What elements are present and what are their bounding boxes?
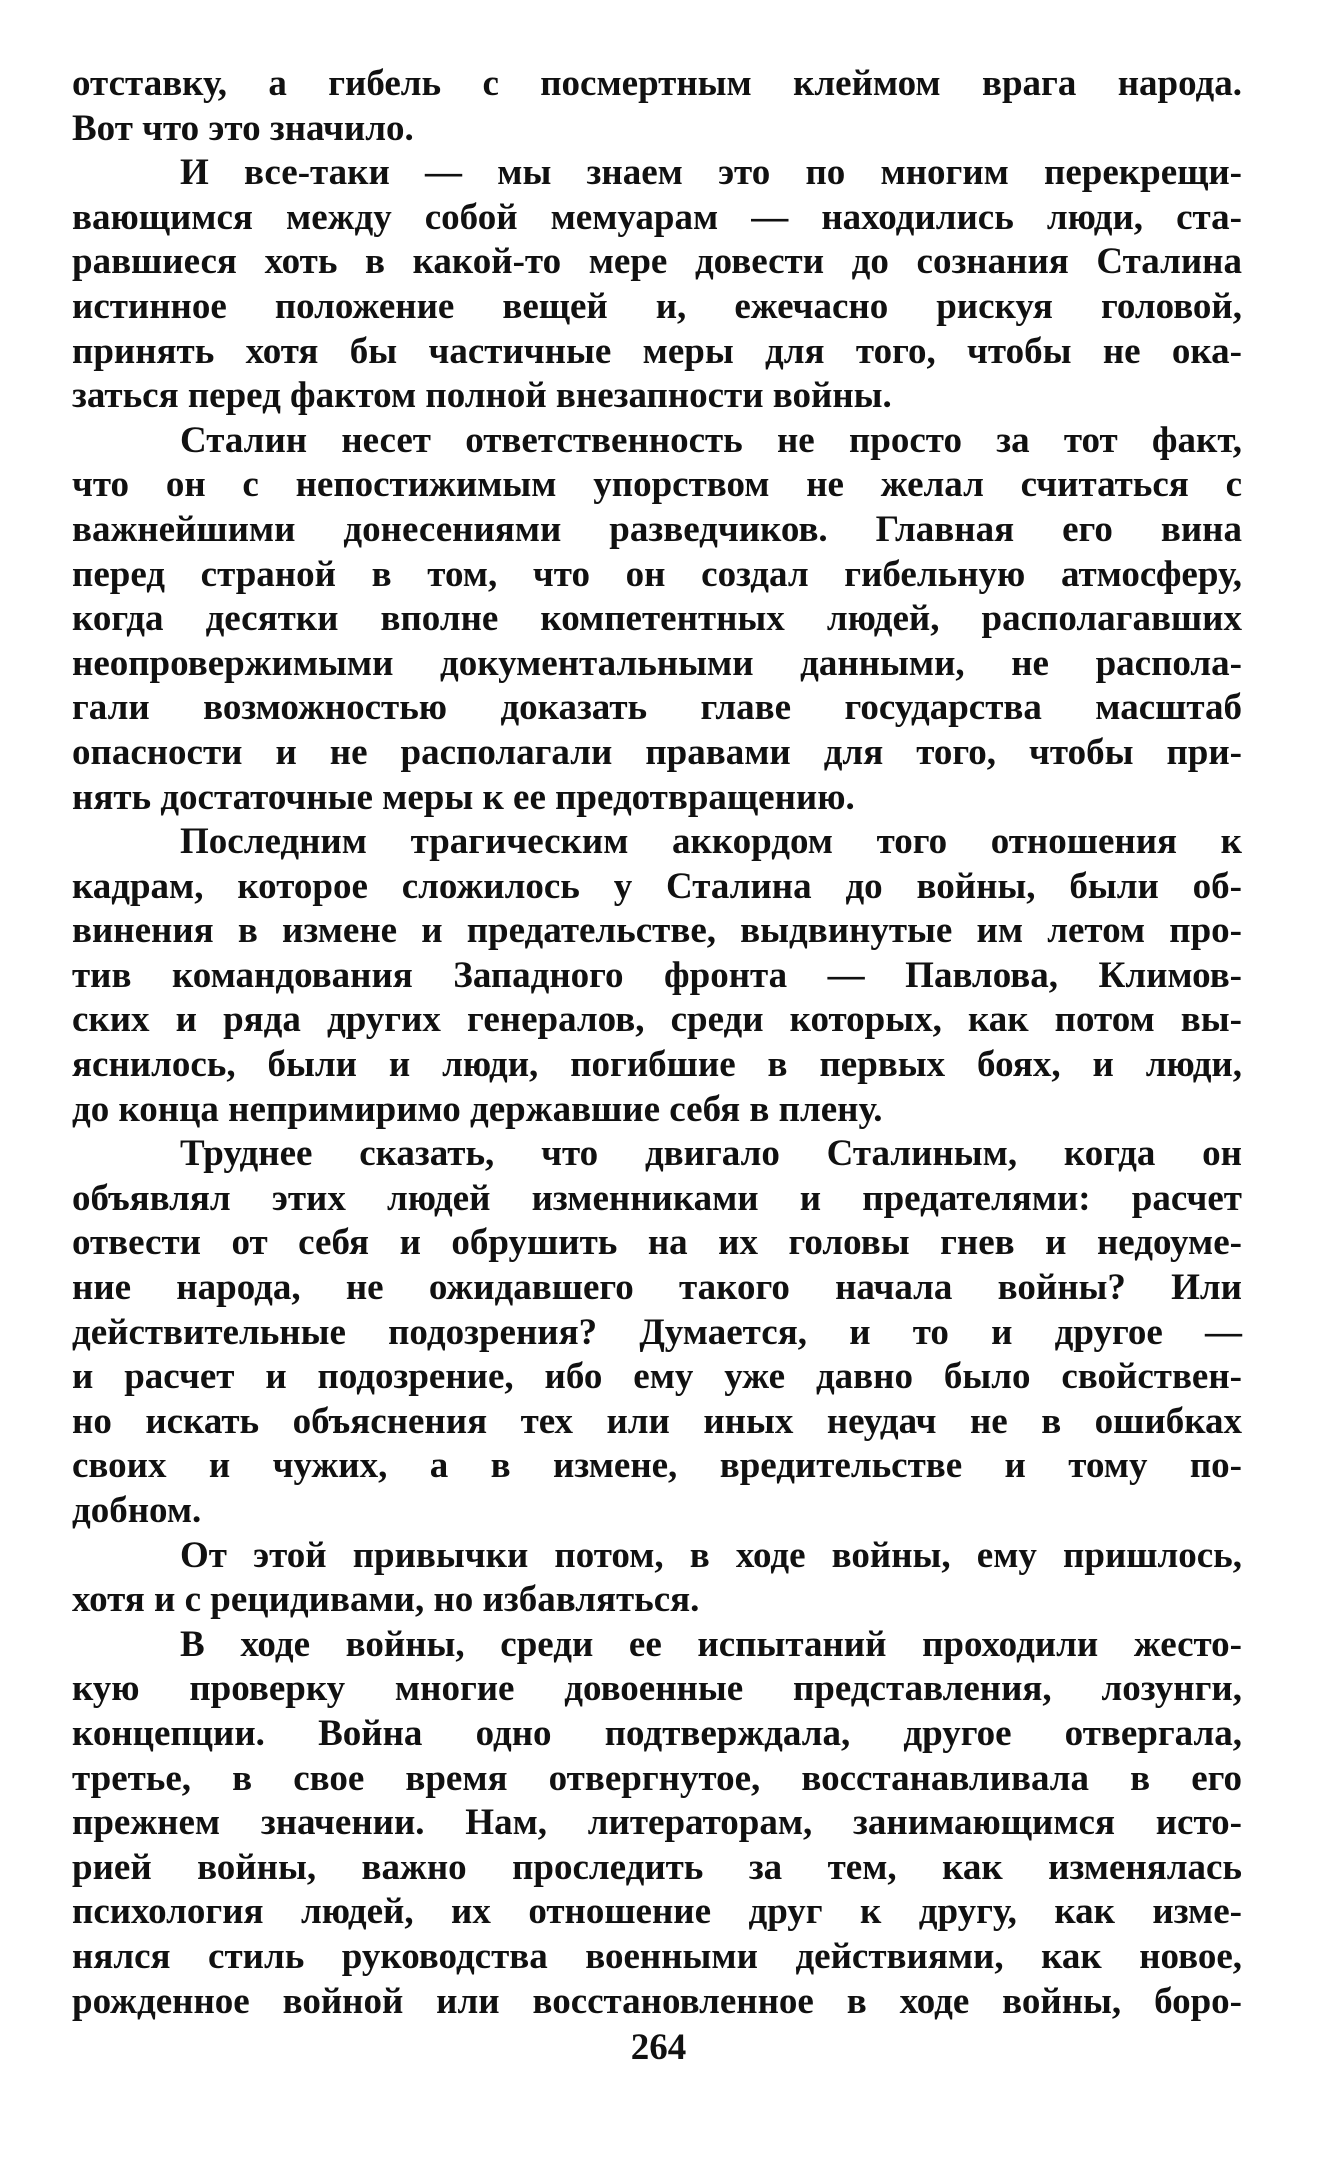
text-line: заться перед фактом полной внезапности войны.: [72, 375, 892, 417]
text-line: прежнем значении. Нам, литераторам, занимающимся исто-: [72, 1802, 1242, 1844]
text-line: психология людей, их отношение друг к другу, как изме-: [72, 1891, 1242, 1933]
text-line: ских и ряда других генералов, среди которых, как потом вы-: [72, 999, 1242, 1041]
text-line: отставку, а гибель с посмертным клеймом врага народа.: [72, 63, 1242, 104]
text-line: Сталин несет ответственность не просто за тот факт,: [180, 419, 1242, 461]
text-line: третье, в свое время отвергнутое, восстанавливала в его: [72, 1757, 1242, 1799]
text-line: отвести от себя и обрушить на их головы гнев и недоуме-: [72, 1222, 1242, 1264]
text-line: Вот что это значило.: [72, 107, 414, 149]
text-line: своих и чужих, а в измене, вредительстве и тому по-: [72, 1445, 1242, 1487]
text-line: когда десятки вполне компетентных людей, располагавших: [72, 598, 1242, 640]
text-line: От этой привычки потом, в ходе войны, ему пришлось,: [180, 1534, 1242, 1576]
text-line: важнейшими донесениями разведчиков. Главная его вина: [72, 508, 1242, 550]
text-line: ние народа, не ожидавшего такого начала войны? Или: [72, 1267, 1242, 1309]
text-line: кадрам, которое сложилось у Сталина до войны, были об-: [72, 865, 1242, 907]
text-line: концепции. Война одно подтверждала, другое отвергала,: [72, 1712, 1242, 1754]
text-line: истинное положение вещей и, ежечасно рискуя головой,: [72, 285, 1242, 327]
text-line: добном.: [72, 1490, 202, 1531]
text-line: и расчет и подозрение, ибо ему уже давно было свойствен-: [72, 1356, 1242, 1398]
text-line: В ходе войны, среди ее испытаний проходили жесто-: [180, 1623, 1242, 1665]
text-line: яснилось, были и люди, погибшие в первых боях, и люди,: [72, 1044, 1242, 1086]
text-line: хотя и с рецидивами, но избавляться.: [72, 1579, 700, 1621]
page-text: [72, 62, 1242, 2024]
text-line: нялся стиль руководства военными действиями, как новое,: [72, 1935, 1242, 1977]
text-line: гали возможностью доказать главе государства масштаб: [72, 687, 1242, 729]
text-line: кую проверку многие довоенные представления, лозунги,: [72, 1668, 1242, 1710]
text-line: но искать объяснения тех или иных неудач не в ошибках: [72, 1400, 1242, 1442]
text-line: рожденное войной или восстановленное в ходе войны, боро-: [72, 1980, 1242, 2022]
text-line: тив командования Западного фронта — Павлова, Климов-: [72, 954, 1242, 996]
text-line: рией войны, важно проследить за тем, как изменялась: [72, 1846, 1242, 1888]
text-line: действительные подозрения? Думается, и то и другое —: [72, 1311, 1242, 1353]
text-line: объявлял этих людей изменниками и предателями: расчет: [72, 1177, 1242, 1219]
text-line: перед страной в том, что он создал гибельную атмосферу,: [72, 553, 1242, 595]
text-line: вающимся между собой мемуарам — находились люди, ста-: [72, 196, 1242, 238]
text-line: винения в измене и предательстве, выдвинутые им летом про-: [72, 910, 1242, 952]
text-line: опасности и не располагали правами для того, чтобы при-: [72, 731, 1242, 773]
text-line: что он с непостижимым упорством не желал считаться с: [72, 464, 1242, 506]
text-line: нять достаточные меры к ее предотвращению.: [72, 776, 855, 818]
text-line: неопровержимыми документальными данными, не распола-: [72, 642, 1242, 684]
page-number: 264: [630, 2027, 687, 2068]
text-line: Последним трагическим аккордом того отношения к: [180, 821, 1242, 863]
text-line: принять хотя бы частичные меры для того, чтобы не ока-: [72, 330, 1242, 372]
text-line: И все-таки — мы знаем это по многим перекрещи-: [180, 152, 1242, 194]
text-line: равшиеся хоть в какой-то мере довести до сознания Сталина: [72, 241, 1242, 283]
text-line: до конца непримиримо державшие себя в плену.: [72, 1088, 883, 1130]
text-line: Труднее сказать, что двигало Сталиным, когда он: [180, 1133, 1242, 1175]
